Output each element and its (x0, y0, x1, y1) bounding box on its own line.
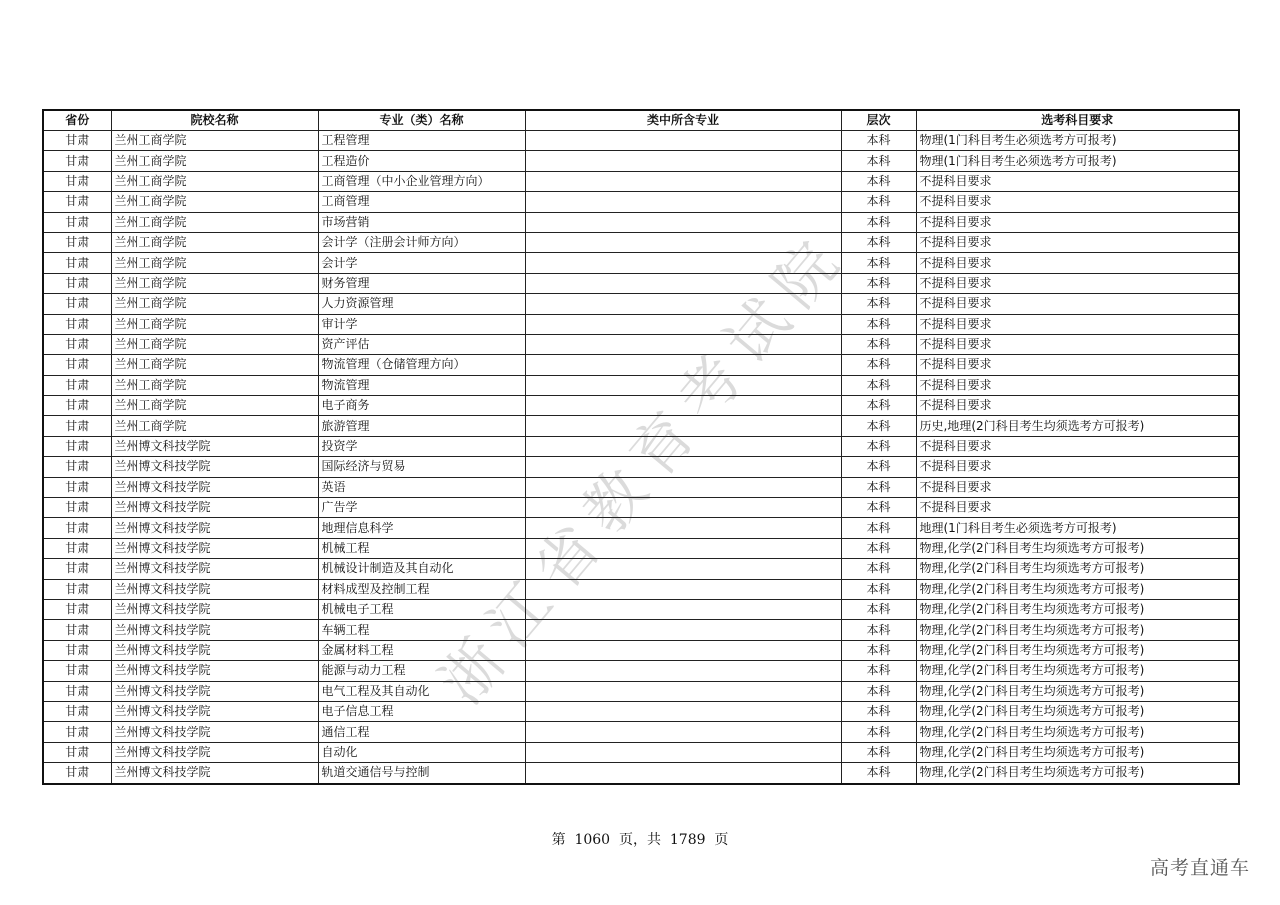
cell-subject-requirement: 物理,化学(2门科目考生均须选考方可报考) (916, 640, 1239, 660)
cell-school-name: 兰州工商学院 (111, 294, 318, 314)
cell-level: 本科 (841, 171, 916, 191)
cell-included-majors (525, 763, 841, 784)
cell-province: 甘肃 (43, 192, 111, 212)
cell-subject-requirement: 不提科目要求 (916, 498, 1239, 518)
cell-province: 甘肃 (43, 151, 111, 171)
cell-school-name: 兰州博文科技学院 (111, 477, 318, 497)
cell-major-name: 人力资源管理 (318, 294, 525, 314)
table-row (43, 232, 1239, 252)
cell-major-name: 物流管理（仓储管理方向） (318, 355, 525, 375)
cell-subject-requirement: 不提科目要求 (916, 171, 1239, 191)
cell-province: 甘肃 (43, 314, 111, 334)
cell-level: 本科 (841, 498, 916, 518)
cell-level: 本科 (841, 681, 916, 701)
cell-subject-requirement: 不提科目要求 (916, 457, 1239, 477)
cell-major-name: 市场营销 (318, 212, 525, 232)
cell-school-name: 兰州博文科技学院 (111, 701, 318, 721)
cell-province: 甘肃 (43, 477, 111, 497)
cell-province: 甘肃 (43, 620, 111, 640)
table-row (43, 518, 1239, 538)
cell-level: 本科 (841, 538, 916, 558)
cell-level: 本科 (841, 396, 916, 416)
table-row (43, 701, 1239, 721)
cell-school-name: 兰州工商学院 (111, 131, 318, 151)
cell-major-name: 机械设计制造及其自动化 (318, 559, 525, 579)
table-row (43, 131, 1239, 151)
cell-province: 甘肃 (43, 763, 111, 784)
table-row (43, 253, 1239, 273)
cell-included-majors (525, 314, 841, 334)
cell-province: 甘肃 (43, 661, 111, 681)
cell-school-name: 兰州博文科技学院 (111, 518, 318, 538)
cell-school-name: 兰州博文科技学院 (111, 579, 318, 599)
table-row (43, 498, 1239, 518)
cell-included-majors (525, 396, 841, 416)
cell-included-majors (525, 171, 841, 191)
cell-school-name: 兰州工商学院 (111, 171, 318, 191)
cell-subject-requirement: 不提科目要求 (916, 294, 1239, 314)
cell-major-name: 地理信息科学 (318, 518, 525, 538)
cell-school-name: 兰州博文科技学院 (111, 763, 318, 784)
cell-province: 甘肃 (43, 396, 111, 416)
cell-province: 甘肃 (43, 538, 111, 558)
cell-school-name: 兰州工商学院 (111, 212, 318, 232)
cell-major-name: 资产评估 (318, 334, 525, 354)
cell-school-name: 兰州博文科技学院 (111, 620, 318, 640)
cell-level: 本科 (841, 232, 916, 252)
cell-school-name: 兰州工商学院 (111, 151, 318, 171)
cell-level: 本科 (841, 477, 916, 497)
cell-school-name: 兰州工商学院 (111, 416, 318, 436)
cell-included-majors (525, 334, 841, 354)
cell-major-name: 电气工程及其自动化 (318, 681, 525, 701)
cell-major-name: 投资学 (318, 436, 525, 456)
cell-school-name: 兰州工商学院 (111, 375, 318, 395)
cell-included-majors (525, 212, 841, 232)
cell-included-majors (525, 355, 841, 375)
cell-level: 本科 (841, 742, 916, 762)
cell-level: 本科 (841, 334, 916, 354)
table-row (43, 436, 1239, 456)
cell-subject-requirement: 物理,化学(2门科目考生均须选考方可报考) (916, 559, 1239, 579)
cell-major-name: 旅游管理 (318, 416, 525, 436)
cell-level: 本科 (841, 559, 916, 579)
cell-major-name: 机械工程 (318, 538, 525, 558)
cell-included-majors (525, 599, 841, 619)
cell-included-majors (525, 273, 841, 293)
cell-school-name: 兰州博文科技学院 (111, 559, 318, 579)
cell-major-name: 能源与动力工程 (318, 661, 525, 681)
table-row (43, 334, 1239, 354)
cell-subject-requirement: 不提科目要求 (916, 334, 1239, 354)
cell-province: 甘肃 (43, 701, 111, 721)
cell-subject-requirement: 物理,化学(2门科目考生均须选考方可报考) (916, 620, 1239, 640)
cell-major-name: 轨道交通信号与控制 (318, 763, 525, 784)
cell-included-majors (525, 498, 841, 518)
cell-major-name: 通信工程 (318, 722, 525, 742)
page-number-footer: 第 1060 页，共 1789 页 (551, 832, 729, 848)
cell-province: 甘肃 (43, 599, 111, 619)
cell-major-name: 电子信息工程 (318, 701, 525, 721)
cell-province: 甘肃 (43, 559, 111, 579)
cell-major-name: 审计学 (318, 314, 525, 334)
cell-level: 本科 (841, 192, 916, 212)
cell-subject-requirement: 不提科目要求 (916, 396, 1239, 416)
cell-included-majors (525, 681, 841, 701)
cell-included-majors (525, 620, 841, 640)
cell-subject-requirement: 物理,化学(2门科目考生均须选考方可报考) (916, 538, 1239, 558)
cell-included-majors (525, 722, 841, 742)
cell-province: 甘肃 (43, 518, 111, 538)
cell-subject-requirement: 不提科目要求 (916, 232, 1239, 252)
cell-included-majors (525, 661, 841, 681)
cell-major-name: 物流管理 (318, 375, 525, 395)
cell-province: 甘肃 (43, 722, 111, 742)
cell-level: 本科 (841, 620, 916, 640)
cell-province: 甘肃 (43, 212, 111, 232)
cell-included-majors (525, 518, 841, 538)
table-row (43, 273, 1239, 293)
cell-school-name: 兰州工商学院 (111, 253, 318, 273)
cell-school-name: 兰州工商学院 (111, 192, 318, 212)
cell-level: 本科 (841, 416, 916, 436)
cell-major-name: 国际经济与贸易 (318, 457, 525, 477)
cell-school-name: 兰州博文科技学院 (111, 742, 318, 762)
cell-level: 本科 (841, 763, 916, 784)
cell-province: 甘肃 (43, 355, 111, 375)
cell-subject-requirement: 物理,化学(2门科目考生均须选考方可报考) (916, 722, 1239, 742)
cell-subject-requirement: 不提科目要求 (916, 375, 1239, 395)
cell-province: 甘肃 (43, 294, 111, 314)
cell-major-name: 电子商务 (318, 396, 525, 416)
cell-level: 本科 (841, 253, 916, 273)
table-row (43, 477, 1239, 497)
cell-subject-requirement: 物理,化学(2门科目考生均须选考方可报考) (916, 681, 1239, 701)
table-row (43, 681, 1239, 701)
cell-subject-requirement: 物理,化学(2门科目考生均须选考方可报考) (916, 661, 1239, 681)
cell-included-majors (525, 253, 841, 273)
cell-included-majors (525, 538, 841, 558)
cell-included-majors (525, 131, 841, 151)
cell-major-name: 会计学（注册会计师方向） (318, 232, 525, 252)
cell-level: 本科 (841, 579, 916, 599)
cell-subject-requirement: 不提科目要求 (916, 355, 1239, 375)
table-row (43, 742, 1239, 762)
cell-subject-requirement: 不提科目要求 (916, 273, 1239, 293)
brand-watermark: 高考直通车 (1149, 857, 1250, 879)
cell-subject-requirement: 物理(1门科目考生必须选考方可报考) (916, 151, 1239, 171)
cell-school-name: 兰州博文科技学院 (111, 640, 318, 660)
cell-included-majors (525, 477, 841, 497)
cell-school-name: 兰州博文科技学院 (111, 538, 318, 558)
cell-subject-requirement: 物理,化学(2门科目考生均须选考方可报考) (916, 742, 1239, 762)
cell-included-majors (525, 579, 841, 599)
table-row (43, 294, 1239, 314)
cell-level: 本科 (841, 640, 916, 660)
cell-major-name: 自动化 (318, 742, 525, 762)
table-row (43, 763, 1239, 784)
cell-included-majors (525, 151, 841, 171)
cell-level: 本科 (841, 518, 916, 538)
cell-subject-requirement: 不提科目要求 (916, 314, 1239, 334)
table-row (43, 171, 1239, 191)
table-row (43, 416, 1239, 436)
cell-school-name: 兰州工商学院 (111, 273, 318, 293)
cell-subject-requirement: 地理(1门科目考生必须选考方可报考) (916, 518, 1239, 538)
cell-included-majors (525, 457, 841, 477)
cell-major-name: 机械电子工程 (318, 599, 525, 619)
cell-major-name: 会计学 (318, 253, 525, 273)
cell-province: 甘肃 (43, 131, 111, 151)
cell-subject-requirement: 物理,化学(2门科目考生均须选考方可报考) (916, 579, 1239, 599)
cell-school-name: 兰州博文科技学院 (111, 681, 318, 701)
cell-school-name: 兰州工商学院 (111, 232, 318, 252)
cell-school-name: 兰州博文科技学院 (111, 457, 318, 477)
cell-included-majors (525, 294, 841, 314)
cell-province: 甘肃 (43, 498, 111, 518)
cell-province: 甘肃 (43, 416, 111, 436)
table-row (43, 396, 1239, 416)
table-body (43, 131, 1239, 784)
cell-major-name: 材料成型及控制工程 (318, 579, 525, 599)
watermark: 浙江省教育考试院 (426, 218, 861, 718)
cell-province: 甘肃 (43, 375, 111, 395)
table-row (43, 151, 1239, 171)
cell-subject-requirement: 不提科目要求 (916, 253, 1239, 273)
header-major-name: 专业（类）名称 (318, 110, 525, 131)
cell-level: 本科 (841, 273, 916, 293)
cell-level: 本科 (841, 375, 916, 395)
cell-school-name: 兰州博文科技学院 (111, 498, 318, 518)
cell-level: 本科 (841, 701, 916, 721)
table-row (43, 599, 1239, 619)
table-row (43, 192, 1239, 212)
cell-province: 甘肃 (43, 742, 111, 762)
cell-province: 甘肃 (43, 232, 111, 252)
table-row (43, 579, 1239, 599)
cell-school-name: 兰州博文科技学院 (111, 661, 318, 681)
cell-major-name: 工商管理（中小企业管理方向） (318, 171, 525, 191)
cell-major-name: 工程管理 (318, 131, 525, 151)
cell-subject-requirement: 不提科目要求 (916, 436, 1239, 456)
admission-subject-table (42, 109, 1240, 785)
cell-level: 本科 (841, 436, 916, 456)
cell-major-name: 英语 (318, 477, 525, 497)
cell-included-majors (525, 559, 841, 579)
cell-subject-requirement: 不提科目要求 (916, 212, 1239, 232)
cell-major-name: 财务管理 (318, 273, 525, 293)
table-row (43, 620, 1239, 640)
cell-major-name: 工商管理 (318, 192, 525, 212)
cell-school-name: 兰州工商学院 (111, 396, 318, 416)
cell-major-name: 车辆工程 (318, 620, 525, 640)
cell-included-majors (525, 416, 841, 436)
cell-level: 本科 (841, 599, 916, 619)
cell-subject-requirement: 不提科目要求 (916, 192, 1239, 212)
header-subject-requirement: 选考科目要求 (916, 110, 1239, 131)
cell-major-name: 金属材料工程 (318, 640, 525, 660)
cell-level: 本科 (841, 661, 916, 681)
cell-level: 本科 (841, 212, 916, 232)
cell-province: 甘肃 (43, 171, 111, 191)
cell-province: 甘肃 (43, 640, 111, 660)
table-row (43, 661, 1239, 681)
cell-school-name: 兰州工商学院 (111, 334, 318, 354)
cell-subject-requirement: 物理,化学(2门科目考生均须选考方可报考) (916, 701, 1239, 721)
cell-major-name: 广告学 (318, 498, 525, 518)
cell-province: 甘肃 (43, 457, 111, 477)
cell-school-name: 兰州博文科技学院 (111, 722, 318, 742)
cell-level: 本科 (841, 151, 916, 171)
cell-included-majors (525, 742, 841, 762)
table-row (43, 355, 1239, 375)
cell-level: 本科 (841, 722, 916, 742)
cell-school-name: 兰州博文科技学院 (111, 599, 318, 619)
cell-level: 本科 (841, 457, 916, 477)
table-row (43, 722, 1239, 742)
cell-subject-requirement: 历史,地理(2门科目考生均须选考方可报考) (916, 416, 1239, 436)
table-row (43, 538, 1239, 558)
table-row (43, 559, 1239, 579)
cell-included-majors (525, 640, 841, 660)
table-row (43, 457, 1239, 477)
cell-province: 甘肃 (43, 253, 111, 273)
header-included-majors: 类中所含专业 (525, 110, 841, 131)
cell-subject-requirement: 物理,化学(2门科目考生均须选考方可报考) (916, 763, 1239, 784)
cell-province: 甘肃 (43, 681, 111, 701)
cell-included-majors (525, 436, 841, 456)
cell-included-majors (525, 375, 841, 395)
cell-major-name: 工程造价 (318, 151, 525, 171)
cell-included-majors (525, 192, 841, 212)
table-row (43, 375, 1239, 395)
cell-subject-requirement: 物理,化学(2门科目考生均须选考方可报考) (916, 599, 1239, 619)
cell-level: 本科 (841, 355, 916, 375)
cell-subject-requirement: 不提科目要求 (916, 477, 1239, 497)
header-school-name: 院校名称 (111, 110, 318, 131)
cell-province: 甘肃 (43, 334, 111, 354)
cell-level: 本科 (841, 314, 916, 334)
table-row (43, 212, 1239, 232)
cell-level: 本科 (841, 294, 916, 314)
cell-school-name: 兰州工商学院 (111, 355, 318, 375)
header-level: 层次 (841, 110, 916, 131)
cell-school-name: 兰州博文科技学院 (111, 436, 318, 456)
table-row (43, 314, 1239, 334)
header-province: 省份 (43, 110, 111, 131)
cell-subject-requirement: 物理(1门科目考生必须选考方可报考) (916, 131, 1239, 151)
cell-province: 甘肃 (43, 273, 111, 293)
cell-level: 本科 (841, 131, 916, 151)
cell-included-majors (525, 701, 841, 721)
table-row (43, 640, 1239, 660)
table-header-row (43, 110, 1239, 131)
cell-province: 甘肃 (43, 436, 111, 456)
cell-included-majors (525, 232, 841, 252)
cell-province: 甘肃 (43, 579, 111, 599)
cell-school-name: 兰州工商学院 (111, 314, 318, 334)
